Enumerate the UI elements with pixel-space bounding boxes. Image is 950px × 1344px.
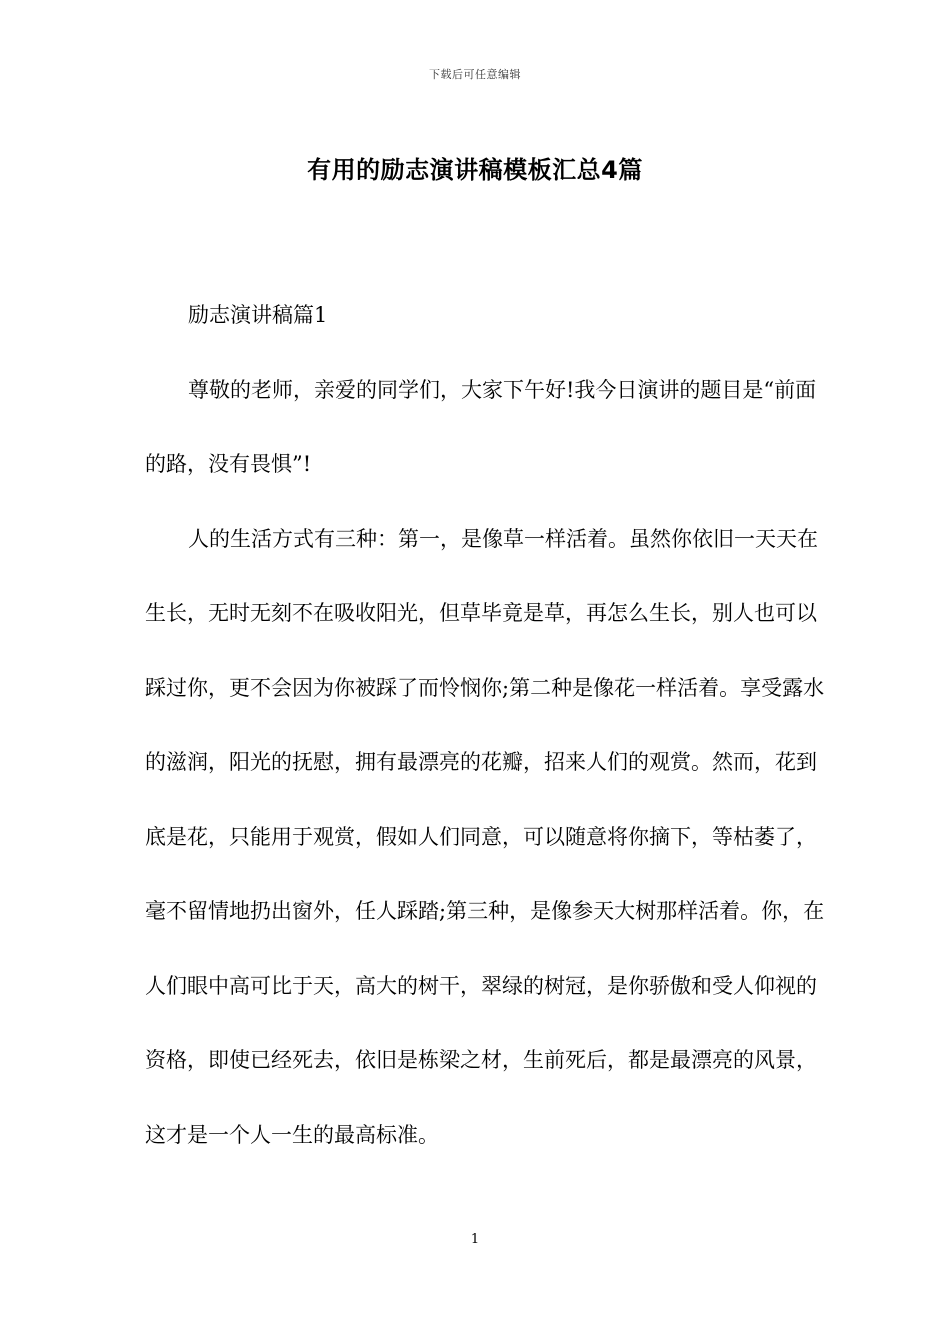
- document-body: [145, 278, 835, 1172]
- paragraph-three-ways: 人的生活方式有三种：第一，是像草一样活着。虽然你依旧一天天在生长，无时无刻不在吸收阳光，但草毕竟是草，再怎么生长，别人也可以踩过你，更不会因为你被踩了而怜悯你;第二种是像花一样活着。享受露水的滋润，阳光的抚慰，拥有最漂亮的花瓣，招来人们的观赏。然而，花到底是花，只能用于观赏，假如人们同意，可以随意将你摘下，等枯萎了，毫不留情地扔出窗外，任人踩踏;第三种，是像参天大树那样活着。你，在人们眼中高可比于天，高大的树干，翠绿的树冠，是你骄傲和受人仰视的资格，即使已经死去，依旧是栋梁之材，生前死后，都是最漂亮的风景，这才是一个人一生的最高标准。: [145, 526, 825, 1147]
- section-heading: 励志演讲稿篇1: [188, 303, 328, 327]
- paragraph-greeting: 尊敬的老师，亲爱的同学们，大家下午好!我今日演讲的题目是“前面的路，没有畏惧”!: [145, 377, 817, 476]
- page-number: 1: [470, 1232, 480, 1247]
- header-note: 下载后可任意编辑: [429, 68, 521, 81]
- document-title: 有用的励志演讲稿模板汇总4篇: [307, 156, 643, 184]
